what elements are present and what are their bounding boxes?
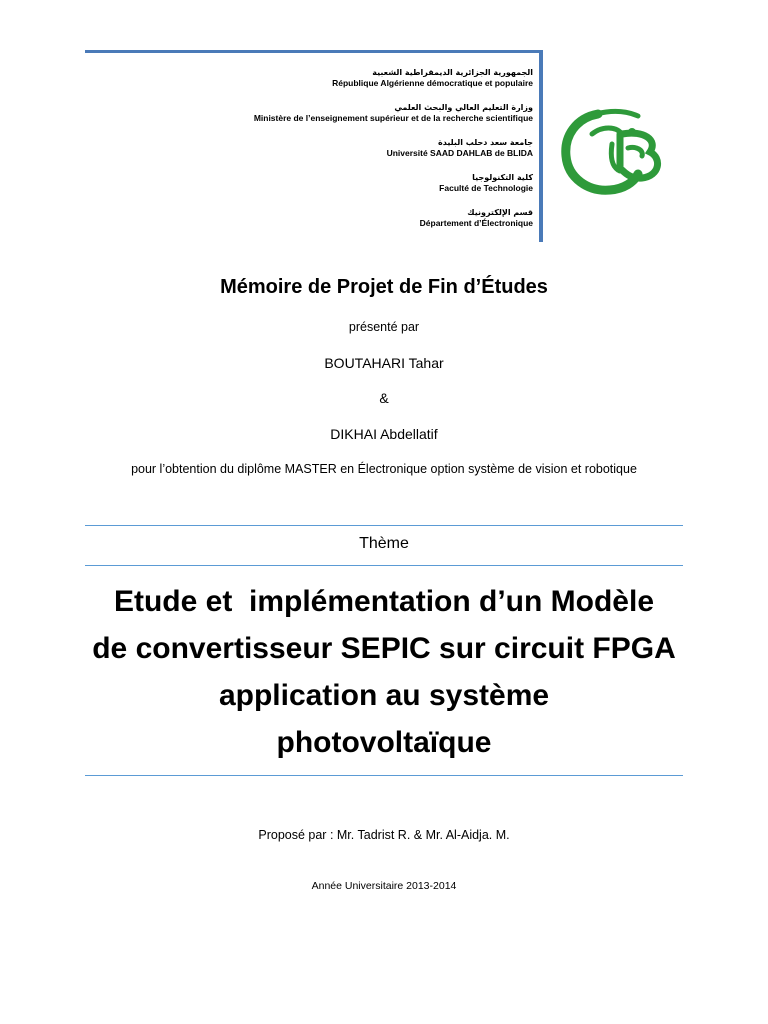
presented-by: présenté par bbox=[348, 320, 420, 334]
header-arabic-3: جامعة سعد دحلب البليدة bbox=[438, 138, 533, 147]
supervisors: Proposé par : Mr. Tadrist R. & Mr. Al-Aidja. M. bbox=[258, 828, 510, 842]
academic-year: Année Universitaire 2013-2014 bbox=[311, 880, 457, 892]
header-arabic-1: الجمهورية الجزائرية الديمقراطية الشعبية bbox=[372, 68, 533, 77]
divider-top bbox=[85, 525, 683, 526]
thesis-title bbox=[0, 578, 768, 766]
thesis-title-line-1: Etude et implémentation d’un Modèle bbox=[113, 585, 655, 618]
institution-header bbox=[85, 50, 543, 242]
divider-middle bbox=[85, 565, 683, 566]
header-line-5 bbox=[420, 207, 533, 229]
author-1: BOUTAHARI Tahar bbox=[324, 355, 444, 371]
header-french-5: Département d’Électronique bbox=[419, 218, 533, 228]
header-french-1: République Algérienne démocratique et populaire bbox=[332, 78, 533, 88]
header-arabic-5: قسم الإلكترونيك bbox=[467, 208, 533, 217]
ampersand: & bbox=[379, 390, 389, 406]
header-line-1 bbox=[332, 67, 533, 89]
university-logo bbox=[558, 104, 670, 200]
author-2: DIKHAI Abdellatif bbox=[330, 426, 438, 442]
header-french-3: Université SAAD DAHLAB de BLIDA bbox=[386, 148, 533, 158]
degree-statement: pour l’obtention du diplôme MASTER en Électronique option système de vision et robotique bbox=[131, 462, 637, 476]
thesis-title-line-3: application au système bbox=[218, 679, 550, 712]
header-arabic-4: كلية التكنولوجيا bbox=[472, 173, 533, 182]
header-line-4 bbox=[439, 172, 533, 194]
header-line-2 bbox=[254, 102, 533, 124]
header-arabic-2: وزارة التعليم العالي والبحث العلمي bbox=[394, 103, 533, 112]
theme-label: Thème bbox=[359, 535, 409, 552]
header-french-4: Faculté de Technologie bbox=[439, 183, 533, 193]
header-line-3 bbox=[387, 137, 533, 159]
thesis-title-line-4: photovoltaïque bbox=[276, 726, 492, 759]
header-french-2: Ministère de l’enseignement supérieur et de la recherche scientifique bbox=[253, 113, 533, 123]
document-title: Mémoire de Projet de Fin d’Études bbox=[220, 276, 548, 298]
divider-bottom bbox=[85, 775, 683, 776]
thesis-title-line-2: de convertisseur SEPIC sur circuit FPGA bbox=[92, 632, 676, 665]
